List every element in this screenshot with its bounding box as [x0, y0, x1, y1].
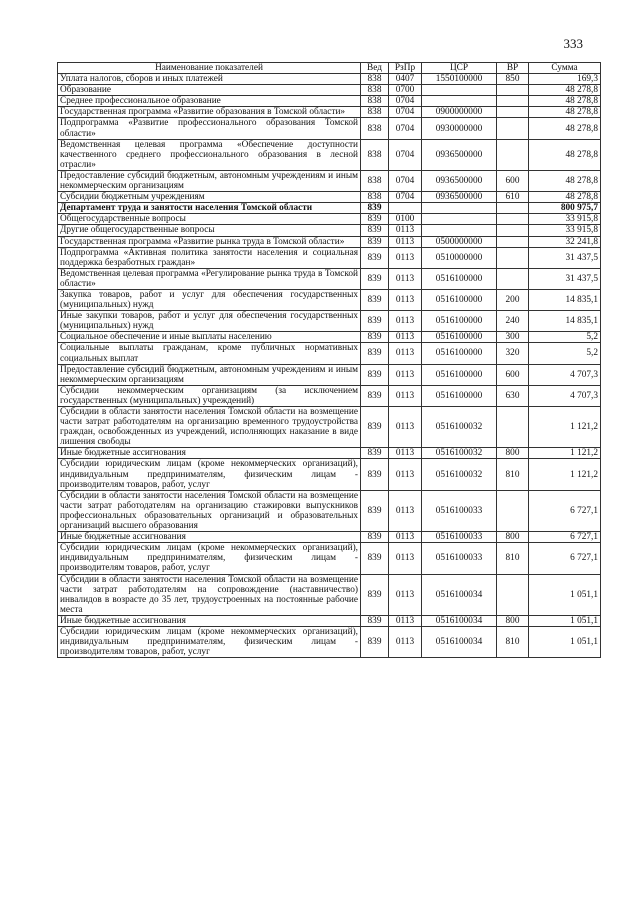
cell-csr: 0516100034	[422, 615, 497, 626]
cell-sum: 1 121,2	[529, 407, 601, 448]
cell-csr: 0510000000	[422, 247, 497, 268]
cell-sum: 1 051,1	[529, 615, 601, 626]
cell-sum: 48 278,8	[529, 118, 601, 139]
cell-ved: 839	[361, 626, 389, 657]
cell-ved: 839	[361, 490, 389, 531]
cell-ved: 839	[361, 343, 389, 364]
cell-ved: 839	[361, 203, 389, 214]
cell-sum: 1 121,2	[529, 448, 601, 459]
cell-csr: 0516100034	[422, 626, 497, 657]
cell-rzpr: 0113	[389, 490, 422, 531]
cell-sum: 31 437,5	[529, 247, 601, 268]
cell-rzpr: 0113	[389, 311, 422, 332]
cell-vr: 600	[497, 170, 529, 191]
cell-rzpr: 0704	[389, 139, 422, 170]
cell-csr: 0516100000	[422, 343, 497, 364]
cell-vr: 300	[497, 332, 529, 343]
cell-rzpr: 0113	[389, 247, 422, 268]
cell-rzpr: 0704	[389, 107, 422, 118]
table-row	[58, 96, 601, 107]
cell-vr	[497, 139, 529, 170]
cell-sum: 6 727,1	[529, 532, 601, 543]
cell-csr: 0500000000	[422, 236, 497, 247]
column-header-rzpr: РзПр	[389, 63, 422, 74]
cell-vr	[497, 247, 529, 268]
cell-rzpr: 0113	[389, 626, 422, 657]
table-row	[58, 448, 601, 459]
cell-rzpr: 0407	[389, 74, 422, 85]
cell-sum: 48 278,8	[529, 192, 601, 203]
cell-ved: 839	[361, 615, 389, 626]
cell-sum: 48 278,8	[529, 107, 601, 118]
table-row	[58, 364, 601, 385]
cell-vr	[497, 85, 529, 96]
page-number: 333	[563, 36, 583, 51]
table-row	[58, 574, 601, 615]
cell-ved: 839	[361, 385, 389, 406]
cell-sum: 14 835,1	[529, 289, 601, 310]
cell-vr	[497, 118, 529, 139]
table-header-row	[58, 63, 601, 74]
cell-ved: 839	[361, 364, 389, 385]
cell-name: Закупка товаров, работ и услуг для обеспечения государственных (муниципальных) нужд	[58, 289, 361, 310]
cell-csr	[422, 225, 497, 236]
cell-name: Субсидии юридическим лицам (кроме некоммерческих организаций), индивидуальным предпринимателям, физическим лицам - производителям товаров, работ, услуг	[58, 459, 361, 490]
cell-sum: 6 727,1	[529, 490, 601, 531]
cell-ved: 838	[361, 170, 389, 191]
cell-vr: 810	[497, 626, 529, 657]
cell-rzpr	[389, 203, 422, 214]
cell-csr: 0516100033	[422, 543, 497, 574]
cell-csr: 0516100033	[422, 490, 497, 531]
table-row	[58, 192, 601, 203]
cell-vr: 610	[497, 192, 529, 203]
table-row	[58, 225, 601, 236]
cell-sum: 6 727,1	[529, 543, 601, 574]
cell-ved: 839	[361, 311, 389, 332]
cell-name: Субсидии в области занятости населения Томской области на возмещение части затрат работодателям на сопровождение (наставничество) инвалидов в возрасте до 35 лет, трудоустроенных на постоянные рабочие места	[58, 574, 361, 615]
table-row	[58, 203, 601, 214]
column-header-name: Наименование показателей	[58, 63, 361, 74]
cell-csr: 0516100000	[422, 268, 497, 289]
cell-ved: 838	[361, 118, 389, 139]
cell-sum: 33 915,8	[529, 214, 601, 225]
column-header-vr: ВР	[497, 63, 529, 74]
column-header-ved: Вед	[361, 63, 389, 74]
cell-vr: 800	[497, 532, 529, 543]
table-row	[58, 459, 601, 490]
cell-rzpr: 0100	[389, 214, 422, 225]
cell-rzpr: 0113	[389, 543, 422, 574]
cell-ved: 839	[361, 543, 389, 574]
cell-ved: 838	[361, 139, 389, 170]
cell-sum: 48 278,8	[529, 85, 601, 96]
cell-vr	[497, 268, 529, 289]
cell-name: Социальное обеспечение и иные выплаты населению	[58, 332, 361, 343]
table-row	[58, 543, 601, 574]
cell-csr	[422, 85, 497, 96]
table-row	[58, 332, 601, 343]
cell-rzpr: 0113	[389, 459, 422, 490]
cell-vr	[497, 574, 529, 615]
cell-sum: 800 975,7	[529, 203, 601, 214]
cell-vr	[497, 107, 529, 118]
cell-vr: 850	[497, 74, 529, 85]
cell-rzpr: 0113	[389, 574, 422, 615]
cell-ved: 839	[361, 459, 389, 490]
cell-ved: 839	[361, 236, 389, 247]
cell-ved: 839	[361, 407, 389, 448]
cell-vr: 800	[497, 448, 529, 459]
cell-csr	[422, 214, 497, 225]
cell-name: Субсидии бюджетным учреждениям	[58, 192, 361, 203]
table-row	[58, 343, 601, 364]
cell-name: Государственная программа «Развитие образования в Томской области»	[58, 107, 361, 118]
cell-csr: 1550100000	[422, 74, 497, 85]
cell-csr: 0936500000	[422, 139, 497, 170]
cell-sum: 4 707,3	[529, 385, 601, 406]
cell-vr	[497, 225, 529, 236]
cell-ved: 839	[361, 448, 389, 459]
cell-ved: 839	[361, 268, 389, 289]
cell-ved: 839	[361, 574, 389, 615]
cell-sum: 169,3	[529, 74, 601, 85]
cell-name: Уплата налогов, сборов и иных платежей	[58, 74, 361, 85]
cell-rzpr: 0113	[389, 532, 422, 543]
cell-name: Государственная программа «Развитие рынка труда в Томской области»	[58, 236, 361, 247]
cell-name: Субсидии в области занятости населения Томской области на возмещение части затрат работодателям на организацию временного трудоустройства граждан, освобожденных из учреждений, исполняющих наказание в виде лишения свободы	[58, 407, 361, 448]
cell-rzpr: 0113	[389, 225, 422, 236]
cell-name: Ведомственная целевая программа «Обеспечение доступности качественного среднего профессионального образования в лесной отрасли»	[58, 139, 361, 170]
cell-vr: 630	[497, 385, 529, 406]
cell-csr: 0900000000	[422, 107, 497, 118]
cell-rzpr: 0704	[389, 96, 422, 107]
cell-vr: 800	[497, 615, 529, 626]
cell-sum: 1 121,2	[529, 459, 601, 490]
cell-name: Подпрограмма «Активная политика занятости населения и социальная поддержка безработных граждан»	[58, 247, 361, 268]
cell-ved: 838	[361, 85, 389, 96]
cell-vr: 200	[497, 289, 529, 310]
cell-rzpr: 0113	[389, 289, 422, 310]
table-row	[58, 407, 601, 448]
cell-ved: 838	[361, 74, 389, 85]
cell-rzpr: 0113	[389, 236, 422, 247]
cell-csr: 0516100000	[422, 332, 497, 343]
cell-ved: 839	[361, 332, 389, 343]
cell-rzpr: 0704	[389, 118, 422, 139]
cell-csr: 0516100032	[422, 448, 497, 459]
cell-csr: 0936500000	[422, 192, 497, 203]
cell-name: Подпрограмма «Развитие профессионального образования Томской области»	[58, 118, 361, 139]
table-row	[58, 236, 601, 247]
cell-sum: 1 051,1	[529, 626, 601, 657]
table-row	[58, 118, 601, 139]
table-row	[58, 626, 601, 657]
cell-rzpr: 0113	[389, 343, 422, 364]
table-row	[58, 247, 601, 268]
cell-name: Иные бюджетные ассигнования	[58, 615, 361, 626]
cell-csr	[422, 96, 497, 107]
table-row	[58, 289, 601, 310]
cell-name: Иные бюджетные ассигнования	[58, 448, 361, 459]
cell-vr	[497, 203, 529, 214]
cell-rzpr: 0113	[389, 268, 422, 289]
table-row	[58, 85, 601, 96]
cell-csr: 0516100032	[422, 407, 497, 448]
cell-name: Субсидии юридическим лицам (кроме некоммерческих организаций), индивидуальным предпринимателям, физическим лицам - производителям товаров, работ, услуг	[58, 626, 361, 657]
cell-sum: 48 278,8	[529, 170, 601, 191]
cell-csr: 0516100000	[422, 311, 497, 332]
table-row	[58, 139, 601, 170]
cell-rzpr: 0113	[389, 407, 422, 448]
cell-sum: 31 437,5	[529, 268, 601, 289]
table-row	[58, 170, 601, 191]
cell-sum: 33 915,8	[529, 225, 601, 236]
cell-ved: 839	[361, 289, 389, 310]
cell-name: Субсидии в области занятости населения Томской области на возмещение части затрат работодателям на организацию стажировки выпускников профессиональных образовательных организаций и образовательных организаций высшего образования	[58, 490, 361, 531]
cell-rzpr: 0113	[389, 385, 422, 406]
cell-name: Предоставление субсидий бюджетным, автономным учреждениям и иным некоммерческим организациям	[58, 170, 361, 191]
cell-name: Департамент труда и занятости населения Томской области	[58, 203, 361, 214]
cell-sum: 48 278,8	[529, 139, 601, 170]
cell-name: Общегосударственные вопросы	[58, 214, 361, 225]
cell-ved: 838	[361, 96, 389, 107]
cell-rzpr: 0113	[389, 332, 422, 343]
cell-ved: 839	[361, 247, 389, 268]
cell-vr	[497, 96, 529, 107]
cell-rzpr: 0113	[389, 364, 422, 385]
cell-csr: 0930000000	[422, 118, 497, 139]
table-row	[58, 107, 601, 118]
cell-sum: 48 278,8	[529, 96, 601, 107]
cell-sum: 32 241,8	[529, 236, 601, 247]
budget-table	[57, 62, 601, 658]
cell-vr: 320	[497, 343, 529, 364]
cell-name: Иные бюджетные ассигнования	[58, 532, 361, 543]
table-row	[58, 532, 601, 543]
cell-csr: 0516100034	[422, 574, 497, 615]
cell-name: Социальные выплаты гражданам, кроме публичных нормативных социальных выплат	[58, 343, 361, 364]
cell-sum: 4 707,3	[529, 364, 601, 385]
cell-sum: 14 835,1	[529, 311, 601, 332]
table-row	[58, 74, 601, 85]
cell-rzpr: 0113	[389, 448, 422, 459]
cell-sum: 5,2	[529, 343, 601, 364]
cell-vr: 810	[497, 543, 529, 574]
table-row	[58, 385, 601, 406]
cell-name: Образование	[58, 85, 361, 96]
column-header-sum: Сумма	[529, 63, 601, 74]
cell-sum: 5,2	[529, 332, 601, 343]
cell-rzpr: 0704	[389, 170, 422, 191]
table-row	[58, 615, 601, 626]
cell-rzpr: 0704	[389, 192, 422, 203]
cell-vr	[497, 407, 529, 448]
cell-name: Предоставление субсидий бюджетным, автономным учреждениям и иным некоммерческим организациям	[58, 364, 361, 385]
cell-ved: 838	[361, 107, 389, 118]
table-row	[58, 214, 601, 225]
cell-ved: 838	[361, 192, 389, 203]
cell-vr	[497, 490, 529, 531]
cell-csr	[422, 203, 497, 214]
table-row	[58, 311, 601, 332]
table-row	[58, 268, 601, 289]
cell-csr: 0516100032	[422, 459, 497, 490]
cell-csr: 0516100033	[422, 532, 497, 543]
cell-sum: 1 051,1	[529, 574, 601, 615]
cell-csr: 0936500000	[422, 170, 497, 191]
column-header-csr: ЦСР	[422, 63, 497, 74]
cell-vr: 240	[497, 311, 529, 332]
cell-ved: 839	[361, 214, 389, 225]
cell-csr: 0516100000	[422, 385, 497, 406]
cell-name: Иные закупки товаров, работ и услуг для обеспечения государственных (муниципальных) нужд	[58, 311, 361, 332]
cell-name: Субсидии юридическим лицам (кроме некоммерческих организаций), индивидуальным предпринимателям, физическим лицам - производителям товаров, работ, услуг	[58, 543, 361, 574]
table-row	[58, 490, 601, 531]
cell-ved: 839	[361, 225, 389, 236]
cell-vr: 810	[497, 459, 529, 490]
cell-vr	[497, 214, 529, 225]
cell-name: Другие общегосударственные вопросы	[58, 225, 361, 236]
cell-name: Субсидии некоммерческим организациям (за исключением государственных (муниципальных) учреждений)	[58, 385, 361, 406]
cell-csr: 0516100000	[422, 364, 497, 385]
cell-vr: 600	[497, 364, 529, 385]
cell-name: Среднее профессиональное образование	[58, 96, 361, 107]
cell-rzpr: 0113	[389, 615, 422, 626]
cell-csr: 0516100000	[422, 289, 497, 310]
cell-ved: 839	[361, 532, 389, 543]
cell-rzpr: 0700	[389, 85, 422, 96]
cell-name: Ведомственная целевая программа «Регулирование рынка труда в Томской области»	[58, 268, 361, 289]
cell-vr	[497, 236, 529, 247]
